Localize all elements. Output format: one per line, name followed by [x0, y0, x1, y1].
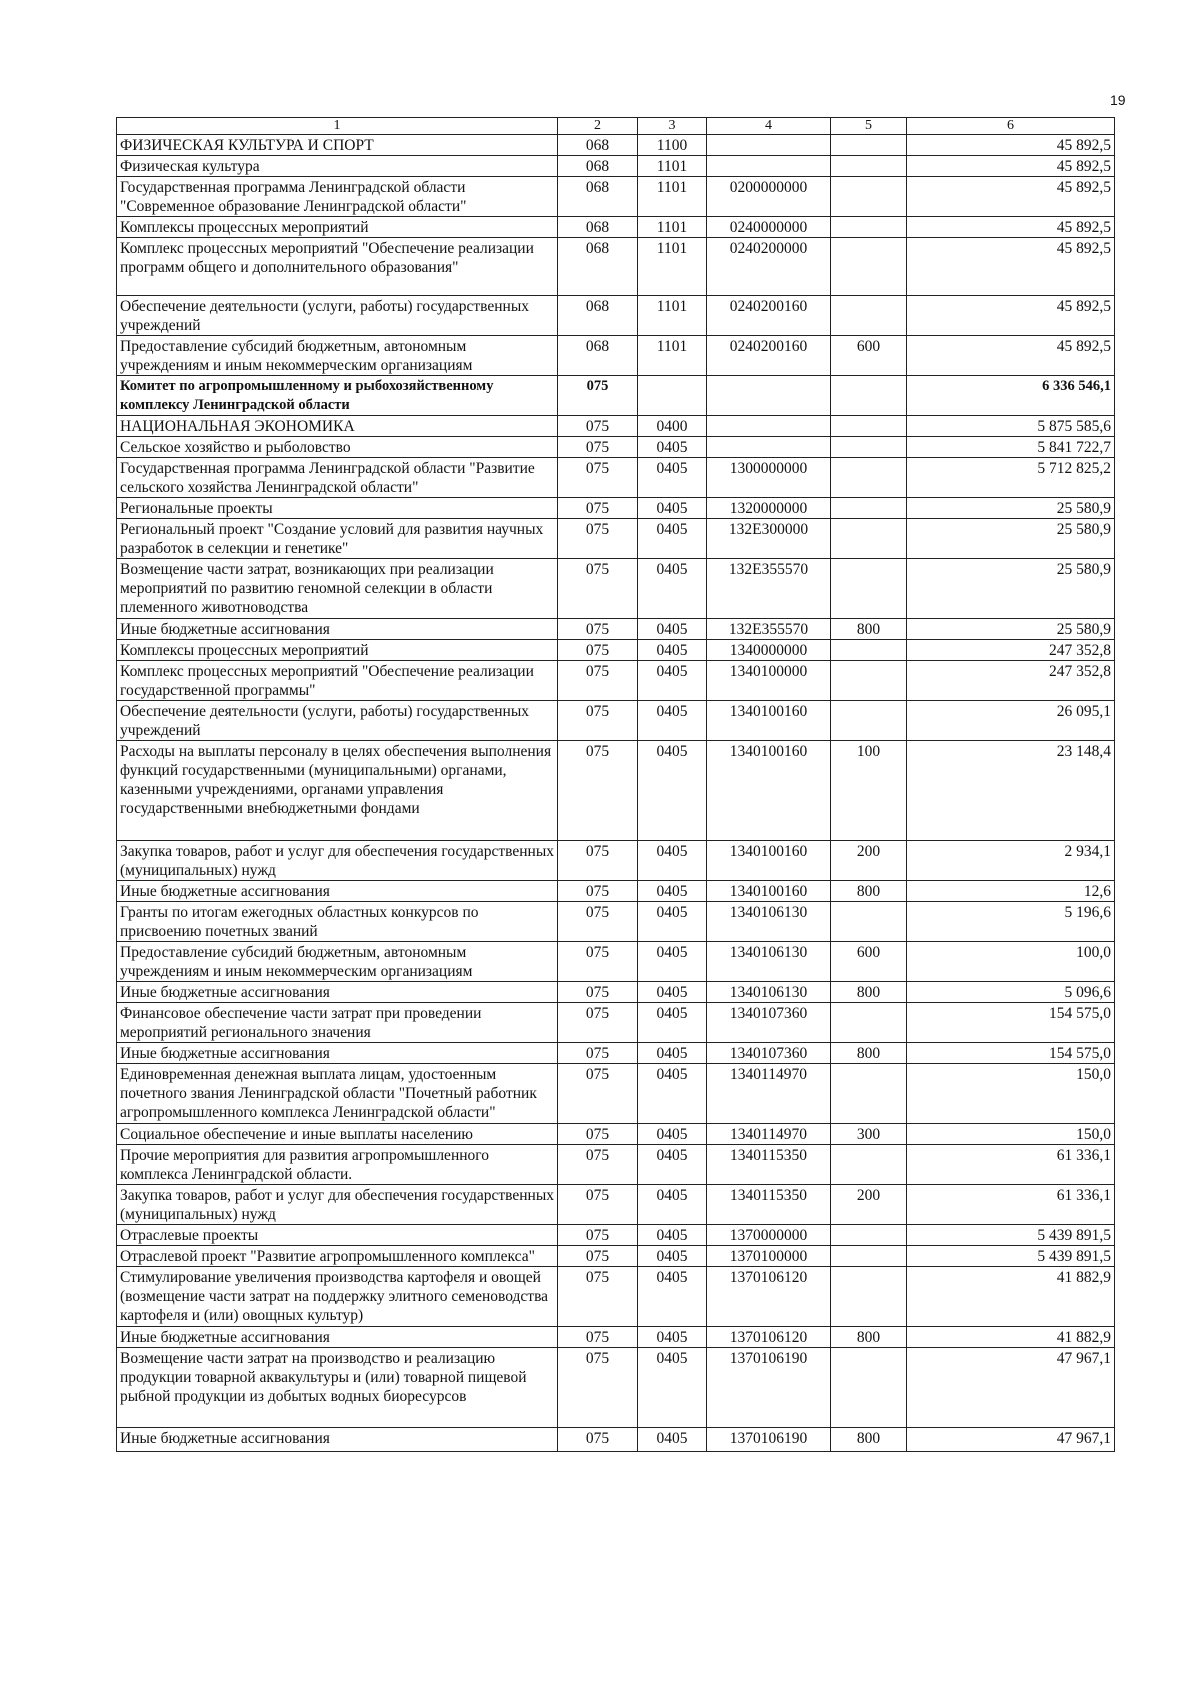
- cell-ved: 075: [558, 1348, 638, 1428]
- cell-name: НАЦИОНАЛЬНАЯ ЭКОНОМИКА: [117, 416, 558, 437]
- table-row: [117, 1348, 1115, 1428]
- table-row: [117, 1145, 1115, 1185]
- cell-section: 1101: [638, 336, 707, 376]
- cell-csr: 1340106130: [707, 942, 831, 982]
- cell-ved: 075: [558, 881, 638, 902]
- cell-vr: [831, 559, 907, 619]
- cell-name: Социальное обеспечение и иные выплаты населению: [117, 1124, 558, 1145]
- cell-sum: 26 095,1: [907, 701, 1115, 741]
- cell-section: 0405: [638, 942, 707, 982]
- cell-section: 0405: [638, 1225, 707, 1246]
- cell-section: 0405: [638, 1064, 707, 1124]
- cell-name: Отраслевой проект "Развитие агропромышленного комплекса": [117, 1246, 558, 1267]
- cell-csr: 1300000000: [707, 458, 831, 498]
- cell-section: 0405: [638, 1246, 707, 1267]
- table-row: [117, 437, 1115, 458]
- table-row: [117, 177, 1115, 217]
- cell-vr: [831, 437, 907, 458]
- table-row: [117, 416, 1115, 437]
- cell-sum: 41 882,9: [907, 1267, 1115, 1327]
- table-row: [117, 559, 1115, 619]
- cell-vr: [831, 1348, 907, 1428]
- cell-vr: 800: [831, 982, 907, 1003]
- cell-vr: [831, 135, 907, 156]
- cell-sum: 5 712 825,2: [907, 458, 1115, 498]
- cell-section: [638, 376, 707, 416]
- cell-csr: 1340000000: [707, 640, 831, 661]
- cell-vr: 800: [831, 1043, 907, 1064]
- cell-section: 0405: [638, 1124, 707, 1145]
- table-row: [117, 619, 1115, 640]
- cell-csr: 1340100160: [707, 841, 831, 881]
- table-row: [117, 1246, 1115, 1267]
- cell-csr: 0240200160: [707, 336, 831, 376]
- table-row: [117, 942, 1115, 982]
- cell-ved: 075: [558, 619, 638, 640]
- cell-name: Закупка товаров, работ и услуг для обеспечения государственных (муниципальных) нужд: [117, 1185, 558, 1225]
- cell-sum: 100,0: [907, 942, 1115, 982]
- cell-section: 0405: [638, 437, 707, 458]
- table-row: [117, 841, 1115, 881]
- cell-ved: 075: [558, 741, 638, 841]
- cell-ved: 075: [558, 1267, 638, 1327]
- table-row: [117, 1428, 1115, 1452]
- cell-section: 0405: [638, 1003, 707, 1043]
- table-row: [117, 1124, 1115, 1145]
- cell-ved: 075: [558, 1185, 638, 1225]
- cell-vr: 200: [831, 1185, 907, 1225]
- table-row: [117, 1185, 1115, 1225]
- cell-section: 0405: [638, 1428, 707, 1452]
- cell-name: Сельское хозяйство и рыболовство: [117, 437, 558, 458]
- header-cell-ved: 2: [558, 118, 638, 135]
- cell-name: Комплекс процессных мероприятий "Обеспечение реализации программ общего и дополнительного образования": [117, 238, 558, 296]
- cell-name: Единовременная денежная выплата лицам, удостоенным почетного звания Ленинградской области "Почетный работник агропромышленного комплекса Ленинградской области": [117, 1064, 558, 1124]
- cell-vr: [831, 238, 907, 296]
- cell-section: 0405: [638, 1185, 707, 1225]
- header-cell-sum: 6: [907, 118, 1115, 135]
- table-row: [117, 1327, 1115, 1348]
- cell-name: Возмещение части затрат, возникающих при реализации мероприятий по развитию геномной селекции в области племенного животноводства: [117, 559, 558, 619]
- cell-section: 0400: [638, 416, 707, 437]
- cell-name: Предоставление субсидий бюджетным, автономным учреждениям и иным некоммерческим организациям: [117, 942, 558, 982]
- cell-sum: 247 352,8: [907, 640, 1115, 661]
- cell-name: Обеспечение деятельности (услуги, работы) государственных учреждений: [117, 701, 558, 741]
- cell-ved: 068: [558, 296, 638, 336]
- header-cell-vr: 5: [831, 118, 907, 135]
- table-row: [117, 296, 1115, 336]
- cell-vr: [831, 177, 907, 217]
- cell-vr: [831, 416, 907, 437]
- cell-section: 0405: [638, 701, 707, 741]
- cell-section: 1101: [638, 156, 707, 177]
- cell-vr: 800: [831, 1327, 907, 1348]
- cell-vr: 600: [831, 942, 907, 982]
- table-header-row: [117, 118, 1115, 135]
- cell-csr: 0240200160: [707, 296, 831, 336]
- table-row: [117, 1064, 1115, 1124]
- cell-vr: 100: [831, 741, 907, 841]
- cell-ved: 075: [558, 701, 638, 741]
- cell-vr: [831, 1246, 907, 1267]
- cell-name: Комплексы процессных мероприятий: [117, 640, 558, 661]
- table-row: [117, 458, 1115, 498]
- table-row: [117, 217, 1115, 238]
- table-row: [117, 1267, 1115, 1327]
- cell-section: 0405: [638, 741, 707, 841]
- cell-name: Физическая культура: [117, 156, 558, 177]
- cell-ved: 068: [558, 156, 638, 177]
- cell-name: Иные бюджетные ассигнования: [117, 881, 558, 902]
- budget-table: [116, 117, 1115, 1452]
- cell-vr: [831, 296, 907, 336]
- cell-vr: [831, 1064, 907, 1124]
- cell-name: Гранты по итогам ежегодных областных конкурсов по присвоению почетных званий: [117, 902, 558, 942]
- cell-sum: 45 892,5: [907, 177, 1115, 217]
- header-cell-csr: 4: [707, 118, 831, 135]
- cell-sum: 41 882,9: [907, 1327, 1115, 1348]
- cell-section: 0405: [638, 881, 707, 902]
- table-row: [117, 1003, 1115, 1043]
- table-row: [117, 640, 1115, 661]
- cell-sum: 25 580,9: [907, 519, 1115, 559]
- cell-csr: 1340114970: [707, 1124, 831, 1145]
- cell-name: Предоставление субсидий бюджетным, автономным учреждениям и иным некоммерческим организациям: [117, 336, 558, 376]
- cell-name: Региональный проект "Создание условий для развития научных разработок в селекции и генетике": [117, 519, 558, 559]
- cell-section: 1101: [638, 238, 707, 296]
- cell-ved: 075: [558, 1064, 638, 1124]
- cell-csr: [707, 437, 831, 458]
- cell-csr: [707, 376, 831, 416]
- cell-csr: [707, 135, 831, 156]
- cell-section: 0405: [638, 519, 707, 559]
- header-cell-name: 1: [117, 118, 558, 135]
- cell-section: 0405: [638, 458, 707, 498]
- cell-section: 0405: [638, 661, 707, 701]
- cell-csr: 1320000000: [707, 498, 831, 519]
- cell-vr: 800: [831, 1428, 907, 1452]
- table-row: [117, 902, 1115, 942]
- cell-ved: 075: [558, 1003, 638, 1043]
- cell-sum: 61 336,1: [907, 1185, 1115, 1225]
- table-row: [117, 982, 1115, 1003]
- cell-vr: [831, 701, 907, 741]
- table-row: [117, 238, 1115, 296]
- cell-ved: 075: [558, 1327, 638, 1348]
- cell-sum: 150,0: [907, 1064, 1115, 1124]
- cell-ved: 075: [558, 640, 638, 661]
- cell-name: Комплексы процессных мероприятий: [117, 217, 558, 238]
- cell-name: Иные бюджетные ассигнования: [117, 1043, 558, 1064]
- cell-sum: 45 892,5: [907, 135, 1115, 156]
- cell-csr: 1340100000: [707, 661, 831, 701]
- cell-section: 0405: [638, 1267, 707, 1327]
- cell-vr: 600: [831, 336, 907, 376]
- cell-section: 1100: [638, 135, 707, 156]
- cell-vr: [831, 156, 907, 177]
- cell-ved: 068: [558, 135, 638, 156]
- cell-vr: [831, 376, 907, 416]
- cell-vr: [831, 1145, 907, 1185]
- cell-vr: [831, 1225, 907, 1246]
- cell-ved: 075: [558, 1124, 638, 1145]
- cell-csr: 0240200000: [707, 238, 831, 296]
- cell-sum: 25 580,9: [907, 559, 1115, 619]
- cell-csr: 1340114970: [707, 1064, 831, 1124]
- cell-vr: [831, 1267, 907, 1327]
- cell-sum: 45 892,5: [907, 296, 1115, 336]
- cell-name: Обеспечение деятельности (услуги, работы) государственных учреждений: [117, 296, 558, 336]
- cell-vr: [831, 458, 907, 498]
- cell-section: 0405: [638, 1348, 707, 1428]
- cell-csr: [707, 156, 831, 177]
- cell-sum: 25 580,9: [907, 498, 1115, 519]
- cell-vr: [831, 661, 907, 701]
- cell-section: 1101: [638, 296, 707, 336]
- cell-name: ФИЗИЧЕСКАЯ КУЛЬТУРА И СПОРТ: [117, 135, 558, 156]
- cell-ved: 075: [558, 1043, 638, 1064]
- cell-vr: [831, 902, 907, 942]
- cell-name: Государственная программа Ленинградской области "Современное образование Ленинградской области": [117, 177, 558, 217]
- cell-ved: 075: [558, 519, 638, 559]
- cell-sum: 5 096,6: [907, 982, 1115, 1003]
- cell-ved: 075: [558, 982, 638, 1003]
- cell-sum: 6 336 546,1: [907, 376, 1115, 416]
- cell-section: 0405: [638, 902, 707, 942]
- cell-name: Расходы на выплаты персоналу в целях обеспечения выполнения функций государственными (муниципальными) органами, казенными учреждениями, органами управления государственными внебюджетными фондами: [117, 741, 558, 841]
- cell-sum: 2 934,1: [907, 841, 1115, 881]
- table-row: [117, 741, 1115, 841]
- cell-name: Закупка товаров, работ и услуг для обеспечения государственных (муниципальных) нужд: [117, 841, 558, 881]
- cell-csr: 1340100160: [707, 881, 831, 902]
- cell-section: 1101: [638, 217, 707, 238]
- cell-csr: 1340115350: [707, 1185, 831, 1225]
- cell-name: Иные бюджетные ассигнования: [117, 1428, 558, 1452]
- cell-sum: 154 575,0: [907, 1003, 1115, 1043]
- cell-name: Государственная программа Ленинградской области "Развитие сельского хозяйства Ленинградской области": [117, 458, 558, 498]
- cell-csr: 0200000000: [707, 177, 831, 217]
- cell-csr: 1340107360: [707, 1003, 831, 1043]
- cell-name: Прочие мероприятия для развития агропромышленного комплекса Ленинградской области.: [117, 1145, 558, 1185]
- cell-section: 1101: [638, 177, 707, 217]
- cell-sum: 12,6: [907, 881, 1115, 902]
- cell-name: Финансовое обеспечение части затрат при проведении мероприятий регионального значения: [117, 1003, 558, 1043]
- cell-ved: 075: [558, 1145, 638, 1185]
- table-row: [117, 701, 1115, 741]
- cell-ved: 068: [558, 217, 638, 238]
- table-row: [117, 1225, 1115, 1246]
- cell-sum: 5 841 722,7: [907, 437, 1115, 458]
- cell-sum: 154 575,0: [907, 1043, 1115, 1064]
- cell-name: Иные бюджетные ассигнования: [117, 1327, 558, 1348]
- table-row: [117, 519, 1115, 559]
- cell-section: 0405: [638, 1043, 707, 1064]
- cell-sum: 23 148,4: [907, 741, 1115, 841]
- cell-ved: 075: [558, 416, 638, 437]
- cell-vr: [831, 498, 907, 519]
- cell-name: Иные бюджетные ассигнования: [117, 982, 558, 1003]
- cell-csr: 1370000000: [707, 1225, 831, 1246]
- cell-ved: 068: [558, 177, 638, 217]
- cell-sum: 45 892,5: [907, 217, 1115, 238]
- cell-csr: 132Е355570: [707, 619, 831, 640]
- cell-section: 0405: [638, 559, 707, 619]
- cell-sum: 5 439 891,5: [907, 1225, 1115, 1246]
- budget-table-body: [117, 118, 1115, 1452]
- cell-ved: 075: [558, 1428, 638, 1452]
- cell-csr: 1370106120: [707, 1267, 831, 1327]
- cell-ved: 075: [558, 942, 638, 982]
- cell-name: Отраслевые проекты: [117, 1225, 558, 1246]
- cell-sum: 45 892,5: [907, 238, 1115, 296]
- cell-name: Региональные проекты: [117, 498, 558, 519]
- cell-section: 0405: [638, 619, 707, 640]
- cell-ved: 075: [558, 437, 638, 458]
- cell-section: 0405: [638, 982, 707, 1003]
- cell-sum: 47 967,1: [907, 1348, 1115, 1428]
- cell-csr: 1370106120: [707, 1327, 831, 1348]
- cell-csr: 1370106190: [707, 1428, 831, 1452]
- table-row: [117, 498, 1115, 519]
- cell-csr: 1340115350: [707, 1145, 831, 1185]
- cell-sum: 5 196,6: [907, 902, 1115, 942]
- cell-vr: 800: [831, 619, 907, 640]
- cell-vr: 200: [831, 841, 907, 881]
- cell-vr: [831, 1003, 907, 1043]
- cell-name: Возмещение части затрат на производство и реализацию продукции товарной аквакультуры и (или) товарной пищевой рыбной продукции из добытых водных биоресурсов: [117, 1348, 558, 1428]
- table-row: [117, 156, 1115, 177]
- table-row: [117, 881, 1115, 902]
- cell-csr: 1340106130: [707, 902, 831, 942]
- cell-sum: 25 580,9: [907, 619, 1115, 640]
- cell-csr: 1340107360: [707, 1043, 831, 1064]
- cell-name: Иные бюджетные ассигнования: [117, 619, 558, 640]
- cell-vr: [831, 217, 907, 238]
- cell-ved: 075: [558, 498, 638, 519]
- cell-ved: 075: [558, 1246, 638, 1267]
- cell-sum: 45 892,5: [907, 336, 1115, 376]
- table-row: [117, 661, 1115, 701]
- cell-ved: 068: [558, 336, 638, 376]
- cell-vr: [831, 519, 907, 559]
- cell-csr: 1370100000: [707, 1246, 831, 1267]
- cell-csr: 1340100160: [707, 741, 831, 841]
- cell-ved: 075: [558, 458, 638, 498]
- cell-sum: 247 352,8: [907, 661, 1115, 701]
- cell-sum: 61 336,1: [907, 1145, 1115, 1185]
- page-number: 19: [1110, 92, 1126, 108]
- cell-section: 0405: [638, 841, 707, 881]
- cell-section: 0405: [638, 640, 707, 661]
- cell-vr: 300: [831, 1124, 907, 1145]
- cell-sum: 150,0: [907, 1124, 1115, 1145]
- cell-sum: 5 875 585,6: [907, 416, 1115, 437]
- cell-vr: 800: [831, 881, 907, 902]
- cell-section: 0405: [638, 498, 707, 519]
- cell-section: 0405: [638, 1327, 707, 1348]
- cell-csr: 132Е300000: [707, 519, 831, 559]
- cell-sum: 5 439 891,5: [907, 1246, 1115, 1267]
- table-row: [117, 336, 1115, 376]
- cell-sum: 45 892,5: [907, 156, 1115, 177]
- cell-ved: 075: [558, 902, 638, 942]
- cell-ved: 068: [558, 238, 638, 296]
- cell-section: 0405: [638, 1145, 707, 1185]
- cell-csr: 1340100160: [707, 701, 831, 741]
- cell-ved: 075: [558, 376, 638, 416]
- table-row: [117, 135, 1115, 156]
- cell-ved: 075: [558, 661, 638, 701]
- cell-name: Комплекс процессных мероприятий "Обеспечение реализации государственной программы": [117, 661, 558, 701]
- cell-vr: [831, 640, 907, 661]
- cell-ved: 075: [558, 559, 638, 619]
- cell-name: Стимулирование увеличения производства картофеля и овощей (возмещение части затрат на поддержку элитного семеноводства картофеля и (или) овощных культур): [117, 1267, 558, 1327]
- cell-ved: 075: [558, 1225, 638, 1246]
- cell-ved: 075: [558, 841, 638, 881]
- cell-csr: 132Е355570: [707, 559, 831, 619]
- cell-csr: 1340106130: [707, 982, 831, 1003]
- table-row: [117, 376, 1115, 416]
- table-row: [117, 1043, 1115, 1064]
- cell-name: Комитет по агропромышленному и рыбохозяйственному комплексу Ленинградской области: [117, 376, 558, 416]
- header-cell-section: 3: [638, 118, 707, 135]
- cell-csr: 1370106190: [707, 1348, 831, 1428]
- cell-csr: 0240000000: [707, 217, 831, 238]
- cell-sum: 47 967,1: [907, 1428, 1115, 1452]
- cell-csr: [707, 416, 831, 437]
